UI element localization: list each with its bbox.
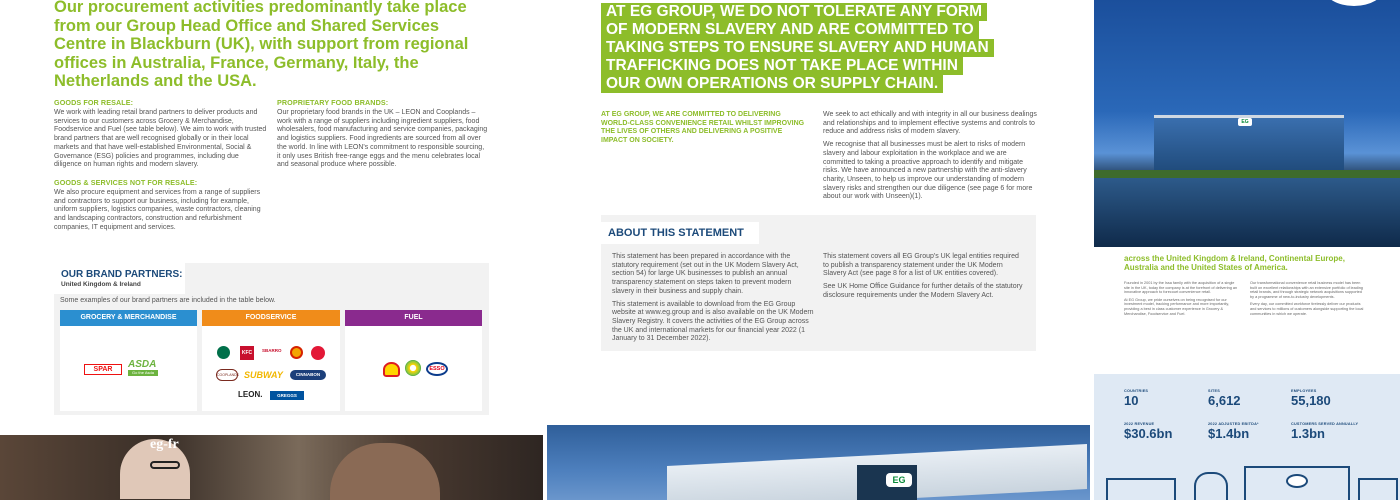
stat-revenue: 2022 REVENUE $30.6bn (1124, 422, 1173, 441)
store-outline-4 (1358, 478, 1398, 500)
burger-king-logo (290, 346, 303, 359)
goods-not-for-resale-body: We also procure equipment and services from a range of suppliers and contractors to support our business, including for example, uniform suppliers, logistics companies, waste contractors, cleaning and landscaping contractors, construction and refurbishment companies, IT equipment and services. (54, 188, 261, 231)
goods-for-resale-body: We work with leading retail brand partners to deliver products and services to our customers across Grocery & Merchandise, Foodservice and Fuel (see table below). We aim to work with trusted brand partners that are well recognised globally or in their local markets and that have well-established Environmental, Social & Governance (ESG) policies and programmes, including due diligence on human rights and modern slavery. (54, 109, 267, 169)
sbarro-logo: SBARRO (262, 348, 282, 353)
about-left-para-1: This statement has been prepared in accordance with the statutory requirement (set out in the UK Modern Slavery Act, section 54) for large UK businesses to publish an annual transparency statement on steps taken to prevent modern slavery in their business and supply chain. (612, 253, 799, 295)
spar-logo: SPAR (84, 364, 122, 375)
about-eg-left-2: At EG Group, we pride ourselves on being recognised for our investment model, tracking performance and more importantly, providing a best in class customer experience in Grocery & Merchandise, Foodservice and Fuel. (1124, 297, 1230, 316)
headline-line-1: AT EG GROUP, WE DO NOT TOLERATE ANY FORM (601, 3, 987, 21)
headline-line-3: TAKING STEPS TO ENSURE SLAVERY AND HUMAN (601, 39, 994, 57)
about-right-para-1: This statement covers all EG Group's UK legal entities required to publish a transparency statement under the UK Modern Slavery Act (see page 8 for a list of UK entities covered). (823, 253, 1019, 278)
trees-band (1094, 170, 1400, 178)
hq-eg-sign: EG (1238, 118, 1252, 126)
stat-employees: EMPLOYEES 55,180 (1291, 389, 1331, 408)
intro-heading: Our procurement activities predominantly take place from our Group Head Office and Shared Services Centre in Blackburn (UK), with support from regional offices in Australia, France, Germany, Italy, the Netherlands and the USA. (54, 0, 469, 90)
stat-ebitda: 2022 ADJUSTED EBITDA* $1.4bn (1208, 422, 1259, 441)
red-logo (311, 346, 325, 360)
stat-customers: CUSTOMERS SERVED ANNUALLY 1.3bn (1291, 422, 1359, 441)
bp-logo (405, 360, 421, 376)
shell-logo (383, 362, 400, 377)
fuel-header: FUEL (345, 310, 482, 326)
foodservice-logos (202, 326, 340, 411)
headline-line-5: OUR OWN OPERATIONS OR SUPPLY CHAIN. (601, 75, 943, 93)
grocery-logos (60, 326, 197, 411)
ethics-para-1: We seek to act ethically and with integrity in all our business dealings and relationships and to implement effective systems and controls to reduce and address risks of modern slavery. (823, 111, 1037, 136)
cooplands-logo: COOPLANDS (216, 369, 238, 381)
proprietary-body: Our proprietary food brands in the UK – LEON and Cooplands – work with a range of suppliers including ingredient suppliers, food wholesalers, food manufacturing and service companies, packaging and logistics suppliers. Food ingredients are sourced from all over the world. In line with LEON's commitment to responsible sourcing, it only uses British free-range eggs and the menu celebrates local and seasonal produce where possible. (277, 109, 488, 169)
ethics-para-2: We recognise that all businesses must be alert to risks of modern slavery and labour exploitation in the workplace and we are committed to taking a proactive approach to identify and mitigate risks. We have announced a new partnership with the anti-slavery charity, Unseen, to help us improve our understanding of modern slavery risks and strengthen our due diligence (see page 6 for more about our work with Unseen)(1). (823, 141, 1033, 201)
key-stats-panel (1094, 374, 1400, 500)
brand-partners-note: Some examples of our brand partners are included in the table below. (60, 297, 276, 304)
about-left-para-2: This statement is available to download from the EG Group website at www.eg.group and is also available on the UK Modern Slavery Registry. It covers the activities of the EG Group across the UK and international markets for our financial year 2022 (1 January to 31 December 2022). (612, 300, 814, 343)
resale-column (54, 98, 268, 232)
goods-not-for-resale-heading: GOODS & SERVICES NOT FOR RESALE: (54, 177, 198, 187)
about-eg-right-1: Our transformational convenience retail business model has been built on excellent relationships with an extensive portfolio of leading retail brands, and through strategic network acquisitions supported by a programme of new-to-industry developments. (1250, 281, 1363, 299)
commitment-statement: AT EG GROUP, WE ARE COMMITTED TO DELIVERING WORLD-CLASS CONVENIENCE RETAIL WHILST IMPROVING THE LIVES OF OTHERS AND DELIVERING A POSITIVE IMPACT ON SOCIETY. (601, 111, 805, 144)
about-right-para-2: See UK Home Office Guidance for further details of the statutory disclosure requirements under the Modern Slavery Act. (823, 283, 1023, 299)
greggs-logo: GREGGS (270, 391, 304, 400)
glasses-shape (150, 461, 180, 469)
proprietary-column (277, 98, 489, 170)
stat-countries: COUNTRIES 10 (1124, 389, 1149, 408)
leon-logo: LEON. (238, 390, 263, 399)
esso-logo: ESSO (426, 362, 448, 376)
slavery-headline (601, 3, 996, 93)
about-right-text (823, 253, 1023, 305)
headline-line-2: OF MODERN SLAVERY AND ARE COMMITTED TO (601, 21, 979, 39)
lake-reflection (1094, 178, 1400, 247)
store-outline-2 (1194, 472, 1228, 500)
fuel-column (345, 310, 482, 411)
store-outline-1 (1106, 478, 1176, 500)
about-eg-left-1: Founded in 2001 by the Issa family with the acquisition of a single site in the UK, today the company is at the forefront of delivering an innovative approach to forecourt convenience retail. (1124, 281, 1238, 295)
store-eg-badge (1286, 474, 1308, 488)
cafe-photo (0, 435, 543, 500)
cinnabon-logo: CINNABON (290, 370, 326, 380)
cafe-sign: eg-fr (150, 437, 179, 452)
building-photo-bottom (547, 425, 1090, 500)
grocery-column (60, 310, 197, 411)
subway-logo: SUBWAY (244, 370, 283, 380)
brand-partners-subtitle: United Kingdom & Ireland (61, 281, 141, 288)
foodservice-header: FOODSERVICE (202, 310, 340, 326)
starbucks-logo (217, 346, 230, 359)
headline-line-4: TRAFFICKING DOES NOT TAKE PLACE WITHIN (601, 57, 963, 75)
white-circle-shape (1324, 0, 1384, 6)
person-hair-shape (330, 443, 440, 500)
ethics-text (823, 111, 1037, 206)
foodservice-column (202, 310, 340, 411)
about-eg-right-2: Every day, our committed workforce tirelessly deliver our products and services to millions of customers alongside supporting the local communities in which we operate. (1250, 302, 1364, 316)
goods-for-resale-heading: GOODS FOR RESALE: (54, 98, 134, 107)
about-eg-left (1124, 281, 1240, 316)
brand-partners-title: OUR BRAND PARTNERS: (61, 269, 183, 280)
proprietary-heading: PROPRIETARY FOOD BRANDS: (277, 98, 389, 107)
eg-sign: EG (886, 473, 912, 487)
grocery-header: GROCERY & MERCHANDISE (60, 310, 197, 326)
reach-statement: across the United Kingdom & Ireland, Continental Europe, Australia and the United States of America. (1124, 254, 1345, 272)
fuel-logos (345, 326, 482, 411)
about-left-text (612, 253, 814, 348)
headquarters-photo (1094, 0, 1400, 247)
kfc-logo: KFC (240, 346, 254, 360)
asda-logo: ASDA Go the Asda (128, 359, 157, 375)
about-title: ABOUT THIS STATEMENT (608, 227, 744, 239)
about-eg-right (1250, 281, 1366, 316)
stat-sites: SITES 6,612 (1208, 389, 1241, 408)
